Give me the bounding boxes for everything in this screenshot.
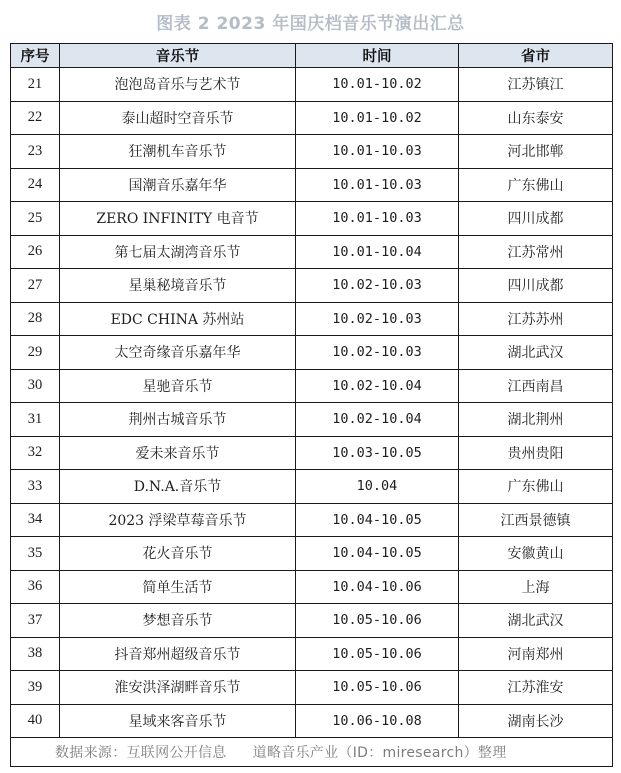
- row-index: 36: [11, 570, 60, 604]
- row-time: 10.02-10.03: [296, 336, 459, 370]
- table-row: [11, 202, 613, 236]
- row-festival: 国潮音乐嘉年华: [60, 168, 296, 202]
- table-row: [11, 235, 613, 269]
- row-index: 39: [11, 671, 60, 705]
- row-location: 湖北武汉: [459, 336, 613, 370]
- row-time: 10.01-10.04: [296, 235, 459, 269]
- row-festival: 荆州古城音乐节: [60, 403, 296, 437]
- row-index: 26: [11, 235, 60, 269]
- row-location: 四川成都: [459, 202, 613, 236]
- row-festival: 梦想音乐节: [60, 604, 296, 638]
- row-index: 29: [11, 336, 60, 370]
- row-index: 37: [11, 604, 60, 638]
- row-time: 10.01-10.03: [296, 202, 459, 236]
- row-index: 31: [11, 403, 60, 437]
- header-province-city: 省市: [459, 44, 613, 68]
- table-row: [11, 101, 613, 135]
- row-location: 湖南长沙: [459, 704, 613, 738]
- table-row: [11, 302, 613, 336]
- row-location: 湖北武汉: [459, 604, 613, 638]
- row-location: 山东泰安: [459, 101, 613, 135]
- row-time: 10.01-10.02: [296, 101, 459, 135]
- row-festival: 太空奇缘音乐嘉年华: [60, 336, 296, 370]
- table-row: [11, 336, 613, 370]
- row-location: 江苏镇江: [459, 68, 613, 102]
- row-index: 40: [11, 704, 60, 738]
- row-festival: 抖音郑州超级音乐节: [60, 637, 296, 671]
- row-festival: 狂潮机车音乐节: [60, 135, 296, 169]
- row-index: 23: [11, 135, 60, 169]
- table-row: [11, 704, 613, 738]
- row-location: 广东佛山: [459, 168, 613, 202]
- table-row: [11, 503, 613, 537]
- row-festival: 2023 浮梁草莓音乐节: [60, 503, 296, 537]
- source-left: 数据来源：互联网公开信息: [55, 745, 227, 761]
- row-festival: EDC CHINA 苏州站: [60, 302, 296, 336]
- row-festival: 简单生活节: [60, 570, 296, 604]
- row-time: 10.04-10.06: [296, 570, 459, 604]
- row-time: 10.04-10.05: [296, 537, 459, 571]
- row-index: 32: [11, 436, 60, 470]
- row-festival: 爱未来音乐节: [60, 436, 296, 470]
- row-time: 10.01-10.02: [296, 68, 459, 102]
- row-location: 贵州贵阳: [459, 436, 613, 470]
- row-time: 10.05-10.06: [296, 604, 459, 638]
- row-festival: 泰山超时空音乐节: [60, 101, 296, 135]
- row-index: 38: [11, 637, 60, 671]
- table-row: [11, 269, 613, 303]
- row-time: 10.03-10.05: [296, 436, 459, 470]
- table-row: [11, 570, 613, 604]
- row-festival: 星巢秘境音乐节: [60, 269, 296, 303]
- row-location: 江西景德镇: [459, 503, 613, 537]
- row-festival: 星域来客音乐节: [60, 704, 296, 738]
- row-index: 22: [11, 101, 60, 135]
- source-row: [11, 738, 613, 767]
- row-location: 江苏常州: [459, 235, 613, 269]
- festival-table: [10, 43, 613, 767]
- table-row: [11, 369, 613, 403]
- table-row: [11, 470, 613, 504]
- row-index: 25: [11, 202, 60, 236]
- row-festival: ZERO INFINITY 电音节: [60, 202, 296, 236]
- row-festival: 星驰音乐节: [60, 369, 296, 403]
- row-time: 10.02-10.04: [296, 403, 459, 437]
- header-time: 时间: [296, 44, 459, 68]
- table-row: [11, 403, 613, 437]
- row-time: 10.04-10.05: [296, 503, 459, 537]
- row-location: 江西南昌: [459, 369, 613, 403]
- table-row: [11, 168, 613, 202]
- table-row: [11, 637, 613, 671]
- row-time: 10.05-10.06: [296, 637, 459, 671]
- row-time: 10.04: [296, 470, 459, 504]
- row-time: 10.01-10.03: [296, 135, 459, 169]
- row-location: 四川成都: [459, 269, 613, 303]
- source-note: [11, 738, 613, 767]
- row-index: 28: [11, 302, 60, 336]
- row-index: 35: [11, 537, 60, 571]
- row-location: 河北邯郸: [459, 135, 613, 169]
- row-time: 10.06-10.08: [296, 704, 459, 738]
- row-location: 上海: [459, 570, 613, 604]
- table-row: [11, 436, 613, 470]
- row-location: 广东佛山: [459, 470, 613, 504]
- table-row: [11, 135, 613, 169]
- source-right: 道略音乐产业（ID：miresearch）整理: [252, 745, 507, 761]
- row-location: 安徽黄山: [459, 537, 613, 571]
- table-row: [11, 604, 613, 638]
- table-row: [11, 671, 613, 705]
- row-location: 河南郑州: [459, 637, 613, 671]
- table-row: [11, 537, 613, 571]
- row-festival: 淮安洪泽湖畔音乐节: [60, 671, 296, 705]
- row-index: 21: [11, 68, 60, 102]
- header-index: 序号: [11, 44, 60, 68]
- row-festival: 第七届太湖湾音乐节: [60, 235, 296, 269]
- row-time: 10.02-10.03: [296, 302, 459, 336]
- header-festival: 音乐节: [60, 44, 296, 68]
- row-time: 10.02-10.03: [296, 269, 459, 303]
- row-index: 24: [11, 168, 60, 202]
- table-row: [11, 68, 613, 102]
- row-location: 江苏淮安: [459, 671, 613, 705]
- row-festival: 花火音乐节: [60, 537, 296, 571]
- row-location: 湖北荆州: [459, 403, 613, 437]
- row-festival: 泡泡岛音乐与艺术节: [60, 68, 296, 102]
- row-time: 10.02-10.04: [296, 369, 459, 403]
- row-festival: D.N.A.音乐节: [60, 470, 296, 504]
- table-title: 图表 2 2023 年国庆档音乐节演出汇总: [156, 14, 465, 34]
- row-time: 10.05-10.06: [296, 671, 459, 705]
- row-location: 江苏苏州: [459, 302, 613, 336]
- row-index: 30: [11, 369, 60, 403]
- row-index: 34: [11, 503, 60, 537]
- row-index: 27: [11, 269, 60, 303]
- row-time: 10.01-10.03: [296, 168, 459, 202]
- header-row: [11, 44, 613, 68]
- row-index: 33: [11, 470, 60, 504]
